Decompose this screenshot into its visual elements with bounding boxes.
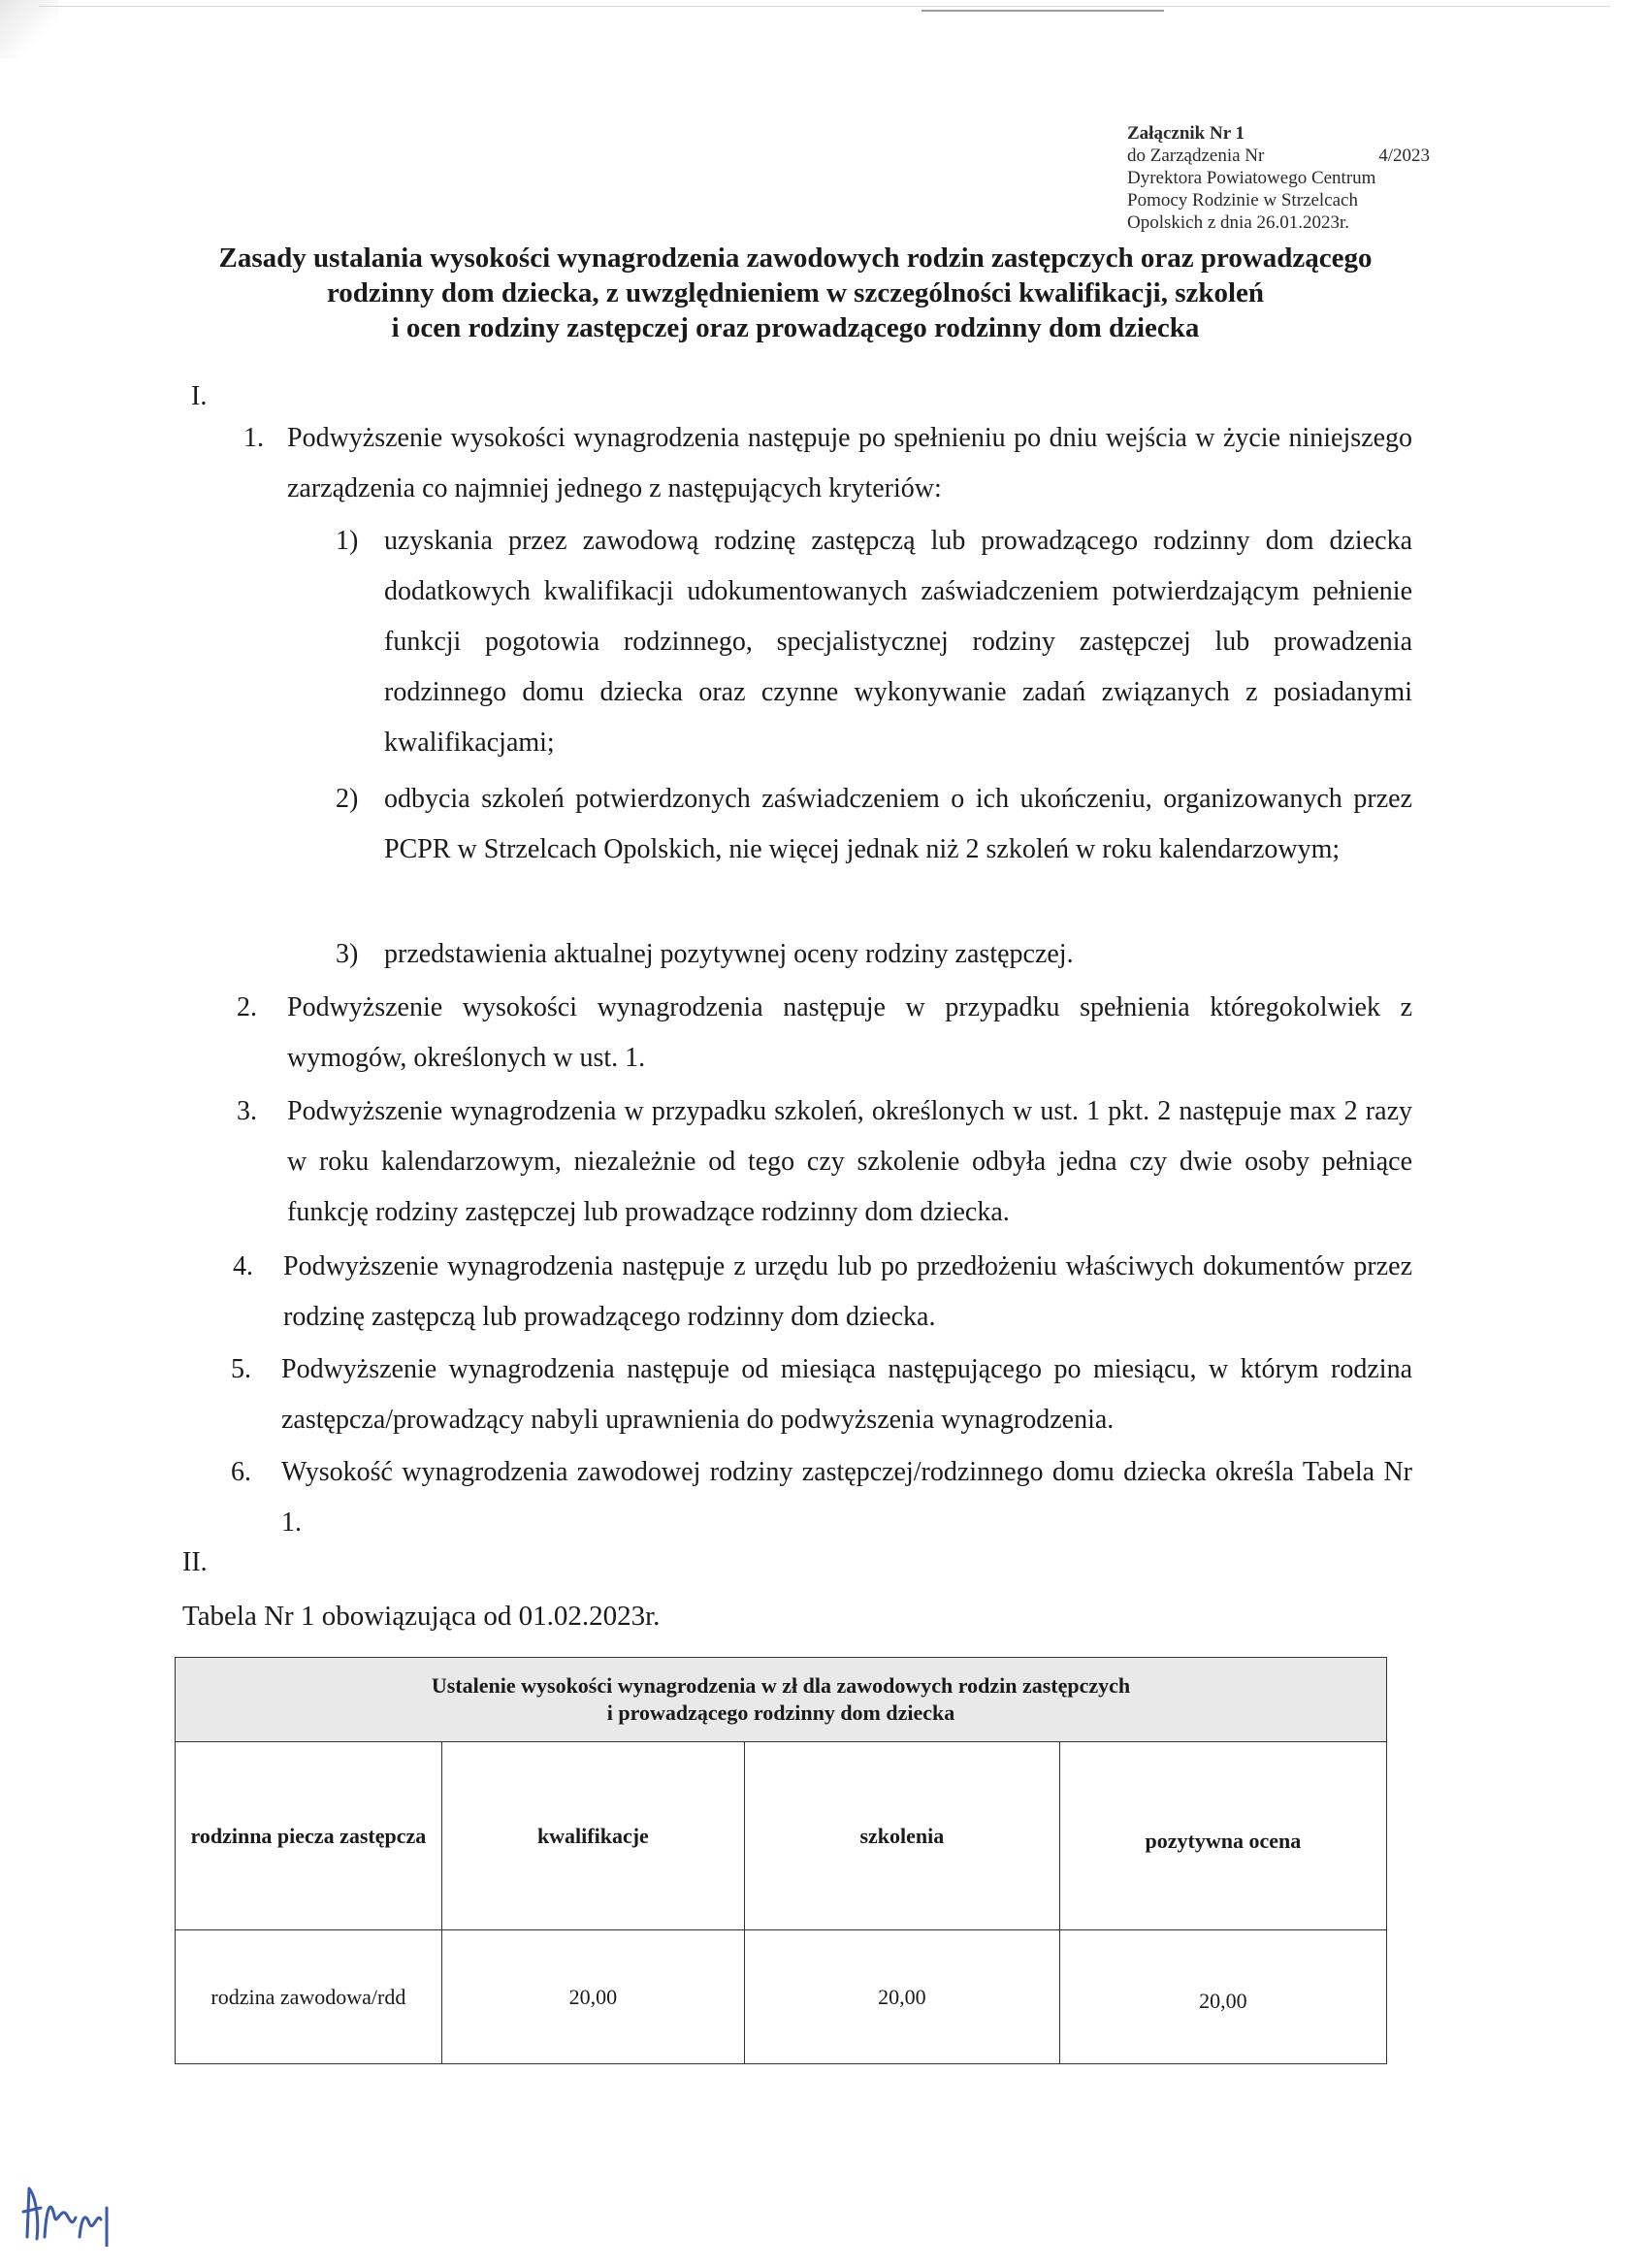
paragraph-1-text: Podwyższenie wysokości wynagrodzenia następuje po spełnieniu po dniu wejścia w życie niniejszego zarządzenia co najmniej jednego z następujących kryteriów: bbox=[287, 423, 1412, 503]
paragraph-6-number: 6. bbox=[231, 1457, 251, 1487]
annex-line-1b: 4/2023 bbox=[1378, 146, 1430, 166]
column-header-kwalifikacje: kwalifikacje bbox=[441, 1742, 744, 1930]
section-2-marker: II. bbox=[182, 1547, 208, 1577]
paragraph-1 bbox=[243, 413, 1412, 514]
annex-line-3: Pomocy Rodzinie w Strzelcach bbox=[1127, 190, 1358, 211]
criterion-2-text: odbycia szkoleń potwierdzonych zaświadczeniem o ich ukończeniu, organizowanych przez PCPR w Strzelcach Opolskich, nie więcej jednak niż 2 szkoleń w roku kalendarzowym; bbox=[384, 784, 1412, 864]
criterion-1 bbox=[336, 516, 1412, 768]
paragraph-3-number: 3. bbox=[237, 1096, 257, 1126]
annex-title: Załącznik Nr 1 bbox=[1127, 123, 1245, 144]
scan-corner-shadow bbox=[0, 0, 58, 58]
annex-line-2: Dyrektora Powiatowego Centrum bbox=[1127, 168, 1376, 188]
table-cell-ocena: 20,00 bbox=[1059, 1930, 1386, 2064]
paragraph-4 bbox=[233, 1242, 1412, 1343]
table-header-line-2: i prowadzącego rodzinny dom dziecka bbox=[606, 1701, 955, 1725]
title-line-3: i ocen rodziny zastępczej oraz prowadzącego rodzinny dom dziecka bbox=[391, 312, 1200, 343]
criterion-2 bbox=[336, 774, 1412, 875]
criterion-3 bbox=[336, 929, 1412, 980]
table-caption: Tabela Nr 1 obowiązująca od 01.02.2023r. bbox=[182, 1601, 661, 1632]
paragraph-2 bbox=[237, 983, 1412, 1084]
table-header-cell bbox=[176, 1658, 1387, 1742]
paragraph-1-number: 1. bbox=[243, 423, 264, 453]
paragraph-6-text: Wysokość wynagrodzenia zawodowej rodziny zastępczej/rodzinnego domu dziecka określa Tabela Nr 1. bbox=[281, 1457, 1412, 1538]
criterion-3-number: 3) bbox=[336, 939, 359, 969]
paragraph-4-text: Podwyższenie wynagrodzenia następuje z urzędu lub po przedłożeniu właściwych dokumentów przez rodzinę zastępczą lub prowadzącego rodzinny dom dziecka. bbox=[283, 1251, 1412, 1332]
criterion-1-text: uzyskania przez zawodową rodzinę zastępczą lub prowadzącego rodzinny dom dziecka dodatkowych kwalifikacji udokumentowanych zaświadczeniem potwierdzającym pełnienie funkcji pogotowia rodzinnego, specjalistycznej rodziny zastępczej lub prowadzenia rodzinnego domu dziecka oraz czynne wykonywanie zadań związanych z posiadanymi kwalifikacjami; bbox=[384, 526, 1412, 758]
annex-line-1a: do Zarządzenia Nr bbox=[1127, 146, 1265, 166]
salary-table bbox=[175, 1657, 1387, 2064]
column-header-piecza: rodzinna piecza zastępcza bbox=[176, 1742, 442, 1930]
scan-edge-mark bbox=[922, 10, 1164, 12]
table-cell-kwalifikacje: 20,00 bbox=[441, 1930, 744, 2064]
table-header-line-1: Ustalenie wysokości wynagrodzenia w zł dla zawodowych rodzin zastępczych bbox=[431, 1673, 1131, 1698]
table-cell-category: rodzina zawodowa/rdd bbox=[176, 1930, 442, 2064]
scan-edge-line bbox=[39, 6, 1610, 7]
handwritten-signature bbox=[17, 2169, 163, 2247]
paragraph-4-number: 4. bbox=[233, 1251, 253, 1281]
annex-line-4: Opolskich z dnia 26.01.2023r. bbox=[1127, 212, 1350, 233]
column-header-ocena: pozytywna ocena bbox=[1059, 1742, 1386, 1930]
paragraph-3-text: Podwyższenie wynagrodzenia w przypadku szkoleń, określonych w ust. 1 pkt. 2 następuje max 2 razy w roku kalendarzowym, niezależnie od tego czy szkolenie odbyła jedna czy dwie osoby pełniące funkcję rodziny zastępczej lub prowadzące rodzinny dom dziecka. bbox=[287, 1096, 1412, 1227]
table-row bbox=[176, 1930, 1387, 2064]
table-cell-szkolenia: 20,00 bbox=[745, 1930, 1060, 2064]
paragraph-3 bbox=[237, 1086, 1412, 1238]
column-header-szkolenia: szkolenia bbox=[745, 1742, 1060, 1930]
title-line-2: rodzinny dom dziecka, z uwzględnieniem w szczególności kwalifikacji, szkoleń bbox=[326, 277, 1265, 308]
paragraph-6 bbox=[231, 1447, 1412, 1548]
paragraph-5-text: Podwyższenie wynagrodzenia następuje od miesiąca następującego po miesiącu, w którym rodzina zastępcza/prowadzący nabyli uprawnienia do podwyższenia wynagrodzenia. bbox=[281, 1354, 1412, 1435]
annex-reference bbox=[1127, 122, 1430, 234]
paragraph-5 bbox=[231, 1345, 1412, 1445]
paragraph-5-number: 5. bbox=[231, 1354, 251, 1384]
criterion-2-number: 2) bbox=[336, 784, 359, 814]
title-line-1: Zasady ustalania wysokości wynagrodzenia zawodowych rodzin zastępczych oraz prowadzącego bbox=[218, 243, 1373, 274]
table-column-row bbox=[176, 1742, 1387, 1930]
criterion-3-text: przedstawienia aktualnej pozytywnej oceny rodziny zastępczej. bbox=[384, 939, 1074, 969]
criterion-1-number: 1) bbox=[336, 526, 359, 556]
section-1-marker: I. bbox=[191, 381, 208, 411]
document-title bbox=[146, 241, 1445, 345]
annex-line-1 bbox=[1127, 145, 1430, 167]
paragraph-2-number: 2. bbox=[237, 992, 257, 1022]
table-header-row bbox=[176, 1658, 1387, 1742]
paragraph-2-text: Podwyższenie wysokości wynagrodzenia następuje w przypadku spełnienia któregokolwiek z wymogów, określonych w ust. 1. bbox=[287, 992, 1412, 1073]
